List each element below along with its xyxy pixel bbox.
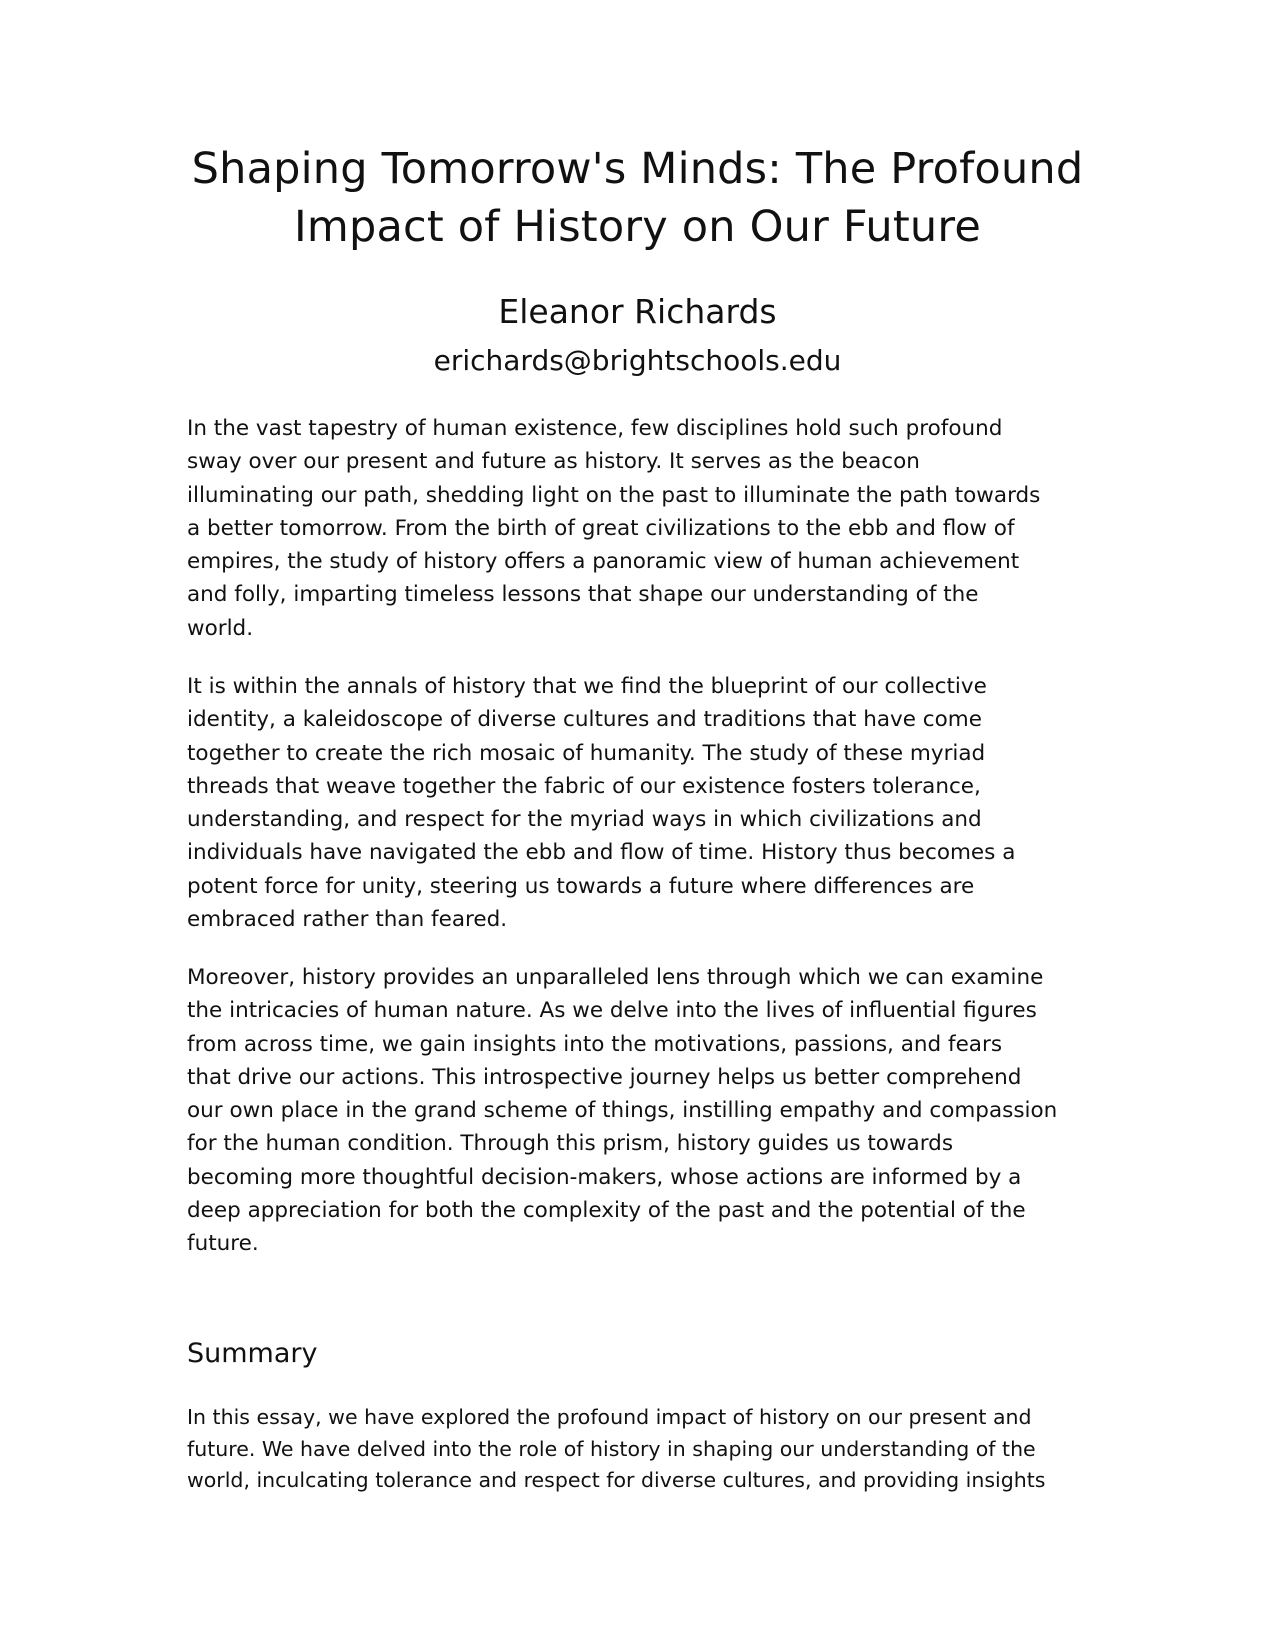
- text-line: future. We have delved into the role of history in shaping our understanding of the: [187, 1436, 1036, 1461]
- text-line: world, inculcating tolerance and respect for diverse cultures, and providing insights: [187, 1468, 1046, 1492]
- text-line: our own place in the grand scheme of things, instilling empathy and compassion: [187, 1098, 1058, 1124]
- summary-heading: Summary: [187, 1338, 318, 1369]
- text-line: potent force for unity, steering us towards a future where differences are: [187, 873, 975, 899]
- text-line: empires, the study of history offers a panoramic view of human achievement: [187, 549, 1020, 575]
- text-line: understanding, and respect for the myriad ways in which civilizations and: [187, 807, 982, 833]
- text-line: together to create the rich mosaic of humanity. The study of these myriad: [187, 740, 986, 766]
- text-line: the intricacies of human nature. As we delve into the lives of influential figures: [187, 998, 1037, 1024]
- text-line: future.: [187, 1231, 259, 1257]
- text-line: Moreover, history provides an unparalleled lens through which we can examine: [187, 965, 1044, 990]
- text-line: identity, a kaleidoscope of diverse cultures and traditions that have come: [187, 707, 982, 733]
- text-line: embraced rather than feared.: [187, 907, 508, 933]
- text-line: world.: [187, 615, 254, 641]
- text-line: In the vast tapestry of human existence, few disciplines hold such profound: [187, 416, 1003, 441]
- document-title: [150, 140, 1125, 256]
- text-line: deep appreciation for both the complexity of the past and the potential of the: [187, 1198, 1026, 1224]
- text-line: threads that weave together the fabric of our existence fosters tolerance,: [187, 773, 981, 799]
- title-line: Shaping Tomorrow's Minds: The Profound: [191, 144, 1084, 194]
- text-line: a better tomorrow. From the birth of great civilizations to the ebb and flow of: [187, 515, 1015, 541]
- text-line: illuminating our path, shedding light on the past to illuminate the path towards: [187, 482, 1041, 508]
- author-name: Eleanor Richards: [498, 292, 777, 331]
- paragraph-1: [187, 412, 1087, 645]
- text-line: and folly, imparting timeless lessons that shape our understanding of the: [187, 582, 979, 608]
- summary-paragraph: [187, 1402, 1087, 1497]
- paragraph-2: [187, 670, 1087, 936]
- text-line: It is within the annals of history that we find the blueprint of our collective: [187, 674, 987, 699]
- text-line: sway over our present and future as history. It serves as the beacon: [187, 449, 920, 475]
- text-line: for the human condition. Through this prism, history guides us towards: [187, 1131, 954, 1157]
- text-line: individuals have navigated the ebb and flow of time. History thus becomes a: [187, 840, 1016, 866]
- title-line: Impact of History on Our Future: [294, 202, 981, 252]
- author-email: erichards@brightschools.edu: [433, 344, 842, 377]
- text-line: from across time, we gain insights into the motivations, passions, and fears: [187, 1031, 1003, 1057]
- paragraph-3: [187, 961, 1087, 1261]
- text-line: that drive our actions. This introspective journey helps us better comprehend: [187, 1064, 1022, 1090]
- text-line: becoming more thoughtful decision-makers, whose actions are informed by a: [187, 1164, 1022, 1190]
- text-line: In this essay, we have explored the profound impact of history on our present and: [187, 1405, 1032, 1429]
